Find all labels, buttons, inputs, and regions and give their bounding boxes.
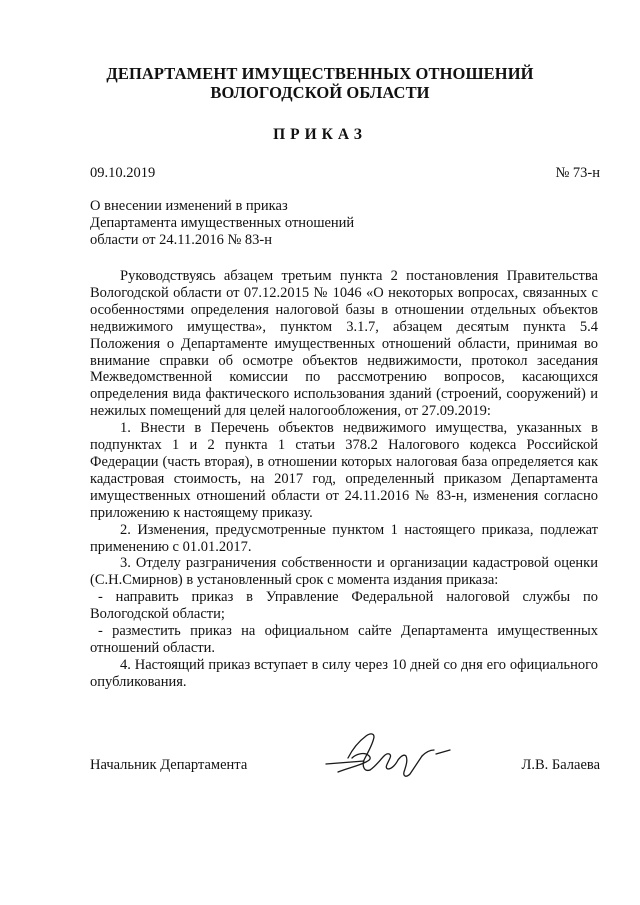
clause-3-item-1: - направить приказ в Управление Федеральной налоговой службы по Вологодской области;: [90, 589, 598, 623]
signatory-position: Начальник Департамента: [90, 757, 248, 773]
header-line-1: ДЕПАРТАМЕНТ ИМУЩЕСТВЕННЫХ ОТНОШЕНИЙ: [106, 64, 534, 83]
header-line-2: ВОЛОГОДСКОЙ ОБЛАСТИ: [210, 83, 430, 102]
subject-line: области от 24.11.2016 № 83-н: [90, 232, 273, 248]
clause-3: 3. Отделу разграничения собственности и организации кадастровой оценки (С.Н.Смирнов) в установленный срок с момента издания приказа:: [90, 555, 598, 589]
signatory-name: Л.В. Балаева: [521, 757, 600, 773]
clause-3-item-2: - разместить приказ на официальном сайте Департамента имущественных отношений области.: [90, 623, 598, 656]
subject-line: Департамента имущественных отношений: [90, 215, 355, 231]
organization-header: [0, 64, 640, 102]
document-number: № 73-н: [555, 165, 600, 181]
preamble-paragraph: Руководствуясь абзацем третьим пункта 2 постановления Правительства Вологодской области от 07.12.2015 № 1046 «О некоторых вопросах, связанных с особенностями определения налоговой базы в отношении отдельных объектов недвижимого имущества», пунктом 3.1.7, абзацем десятым пункта 5.4 Положения о Департаменте имущественных отношений области, принимая во внимание справки об осмотре объектов недвижимости, протокол заседания Межведомственной комиссии по рассмотрению вопросов, касающихся определения вида фактического использования зданий (строений, сооружений) и нежилых помещений для целей налогообложения, от 27.09.2019:: [90, 268, 598, 420]
document-title: ПРИКАЗ: [273, 126, 367, 143]
document-body: [90, 268, 598, 691]
subject-line: О внесении изменений в приказ: [90, 198, 288, 214]
handwritten-signature: [318, 728, 458, 780]
document-date: 09.10.2019: [90, 165, 156, 181]
clause-4: 4. Настоящий приказ вступает в силу через 10 дней со дня его официального опубликования.: [90, 656, 598, 690]
clause-2: 2. Изменения, предусмотренные пунктом 1 настоящего приказа, подлежат применению с 01.01.2017.: [90, 521, 598, 555]
clause-1: 1. Внести в Перечень объектов недвижимого имущества, указанных в подпунктах 1 и 2 пункта 1 статьи 378.2 Налогового кодекса Российской Федерации (часть вторая), в отношении которых налоговая база определяется как кадастровая стоимость, на 2017 год, определенный приказом Департамента имущественных отношений области от 24.11.2016 № 83-н, изменения согласно приложению к настоящему приказу.: [90, 420, 598, 521]
document-subject: [90, 198, 354, 249]
